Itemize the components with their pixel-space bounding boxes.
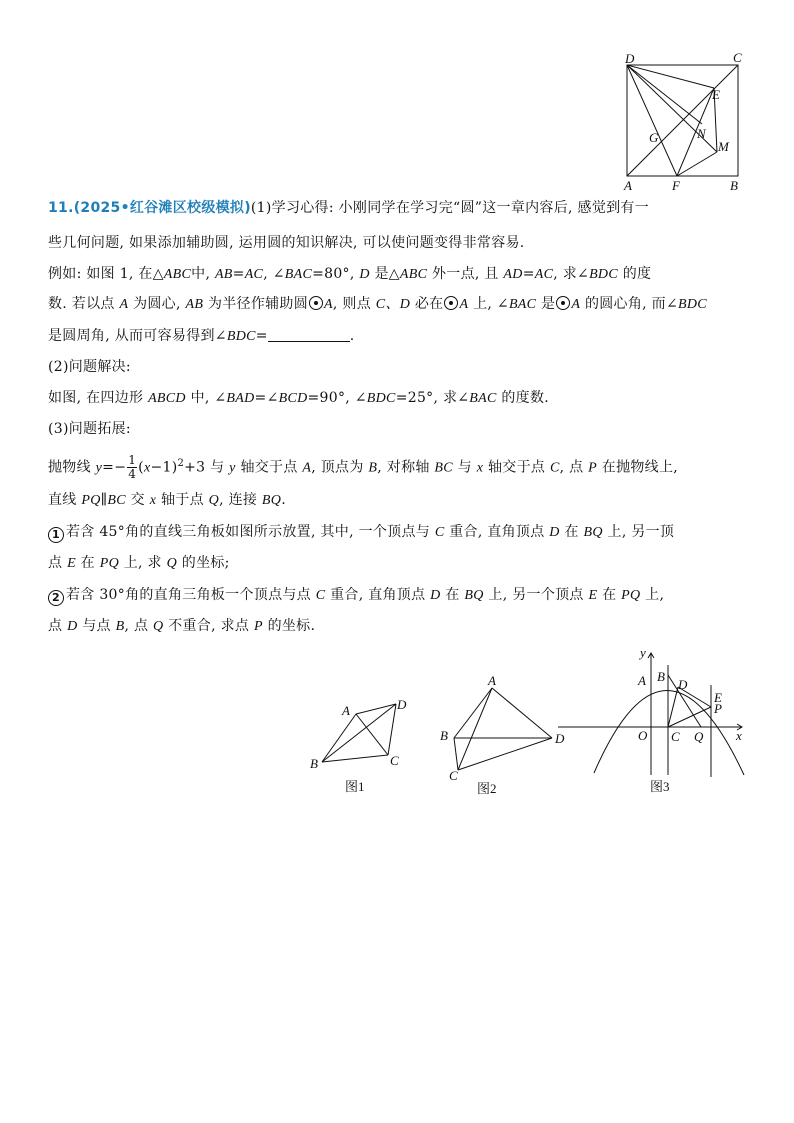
part2-title: (2)问题解决: (48, 359, 131, 375)
parabola-line: 抛物线 y=− $\frac{1}{4}$ $(x-1)^2+3$ 与 y 轴交于点 A, 顶点为 B, 对称轴 BC 与 x 轴交于点 C, 点 P 在抛物线上, (48, 453, 679, 482)
fig3-label-y: y (640, 645, 646, 660)
square-label-F: F (672, 178, 680, 192)
line-pq: 直线 PQ∥BC 交 x 轴于点 Q, 连接 BQ. (48, 492, 286, 508)
fig3-label-A: A (638, 673, 646, 688)
fig3-label-E: E (714, 690, 722, 705)
square-label-C: C (733, 50, 742, 65)
fig3-caption: 图3 (650, 779, 670, 794)
square-label-N: N (697, 126, 706, 141)
example-line1: 例如: 如图 1, 在△ABC中, AB=AC, ∠BAC=80°, D 是△ABC 外一点, 且 AD=AC, 求∠BDC 的度 (48, 266, 652, 282)
fig2-label-A: A (488, 673, 496, 688)
fig1-label-D: D (397, 697, 407, 712)
square-label-A: A (624, 178, 632, 192)
part1-intro-line2 (48, 233, 758, 253)
question2-line1: 2 若含 30°角的直角三角板一个顶点与点 C 重合, 直角顶点 D 在 BQ 上, 另一个顶点 E 在 PQ 上, (48, 585, 758, 606)
part1-intro-a: (1)学习心得: 小刚同学在学习完“圆”这一章内容后, 感觉到有一 (250, 200, 650, 216)
fig3-label-P: P (714, 701, 722, 716)
fig3-label-B: B (657, 669, 665, 684)
fig2-label-C: C (449, 768, 458, 783)
example-line3: 是圆周角, 从而可容易得到∠BDC= . (48, 328, 355, 344)
circle-dot-icon (309, 296, 323, 310)
fig3-label-C: C (671, 729, 680, 744)
square-label-E: E (712, 87, 720, 102)
problem-source: (2025•红谷滩区校级模拟) (73, 200, 251, 216)
problem-number: 11. (48, 200, 74, 216)
circle-dot-icon (556, 296, 570, 310)
square-label-D: D (625, 51, 635, 66)
fig1-label-A: A (342, 703, 350, 718)
part2-text: 如图, 在四边形 ABCD 中, ∠BAD=∠BCD=90°, ∠BDC=25°, 求∠BAC 的度数. (48, 390, 550, 406)
fraction: $\frac{1}{4}$ (128, 453, 137, 482)
circle-dot-icon (444, 296, 458, 310)
fig2-caption: 图2 (477, 781, 497, 796)
figure-1 (304, 690, 424, 800)
fig2-label-D: D (555, 731, 565, 746)
fig3-label-D: D (678, 677, 688, 692)
fig2-label-B: B (440, 728, 448, 743)
example-line2: 数. 若以点 A 为圆心, AB 为半径作辅助圆 A, 则点 C、D 必在 A 上, ∠BAC 是 A 的圆心角, 而∠BDC (48, 296, 707, 312)
answer-blank[interactable] (268, 327, 350, 342)
fig1-label-C: C (390, 753, 399, 768)
square-label-B: B (730, 178, 738, 192)
figure-2 (436, 670, 570, 800)
square-label-G: G (649, 130, 659, 145)
part3-title: (3)问题拓展: (48, 421, 131, 437)
question1-line2: 点 E 在 PQ 上, 求 Q 的坐标; (48, 555, 230, 571)
square-figure (616, 48, 750, 192)
fig1-caption: 图1 (345, 779, 365, 794)
question1-line1: 1 若含 45°角的直线三角板如图所示放置, 其中, 一个顶点与 C 重合, 直角顶点 D 在 BQ 上, 另一顶 (48, 522, 758, 543)
fig3-label-x: x (736, 728, 742, 743)
question2-line2: 点 D 与点 B, 点 Q 不重合, 求点 P 的坐标. (48, 618, 316, 634)
square-label-M: M (718, 139, 729, 154)
circled-number-2: 2 (48, 590, 64, 606)
fig3-label-O: O (638, 728, 648, 743)
fig3-label-Q: Q (694, 729, 704, 744)
fig1-label-B: B (310, 756, 318, 771)
figure-3 (554, 645, 754, 797)
circled-number-1: 1 (48, 527, 64, 543)
part1-intro-b: 些几何问题, 如果添加辅助圆, 运用圆的知识解决, 可以使问题变得非常容易. (48, 235, 525, 251)
problem-header-line (48, 198, 758, 218)
